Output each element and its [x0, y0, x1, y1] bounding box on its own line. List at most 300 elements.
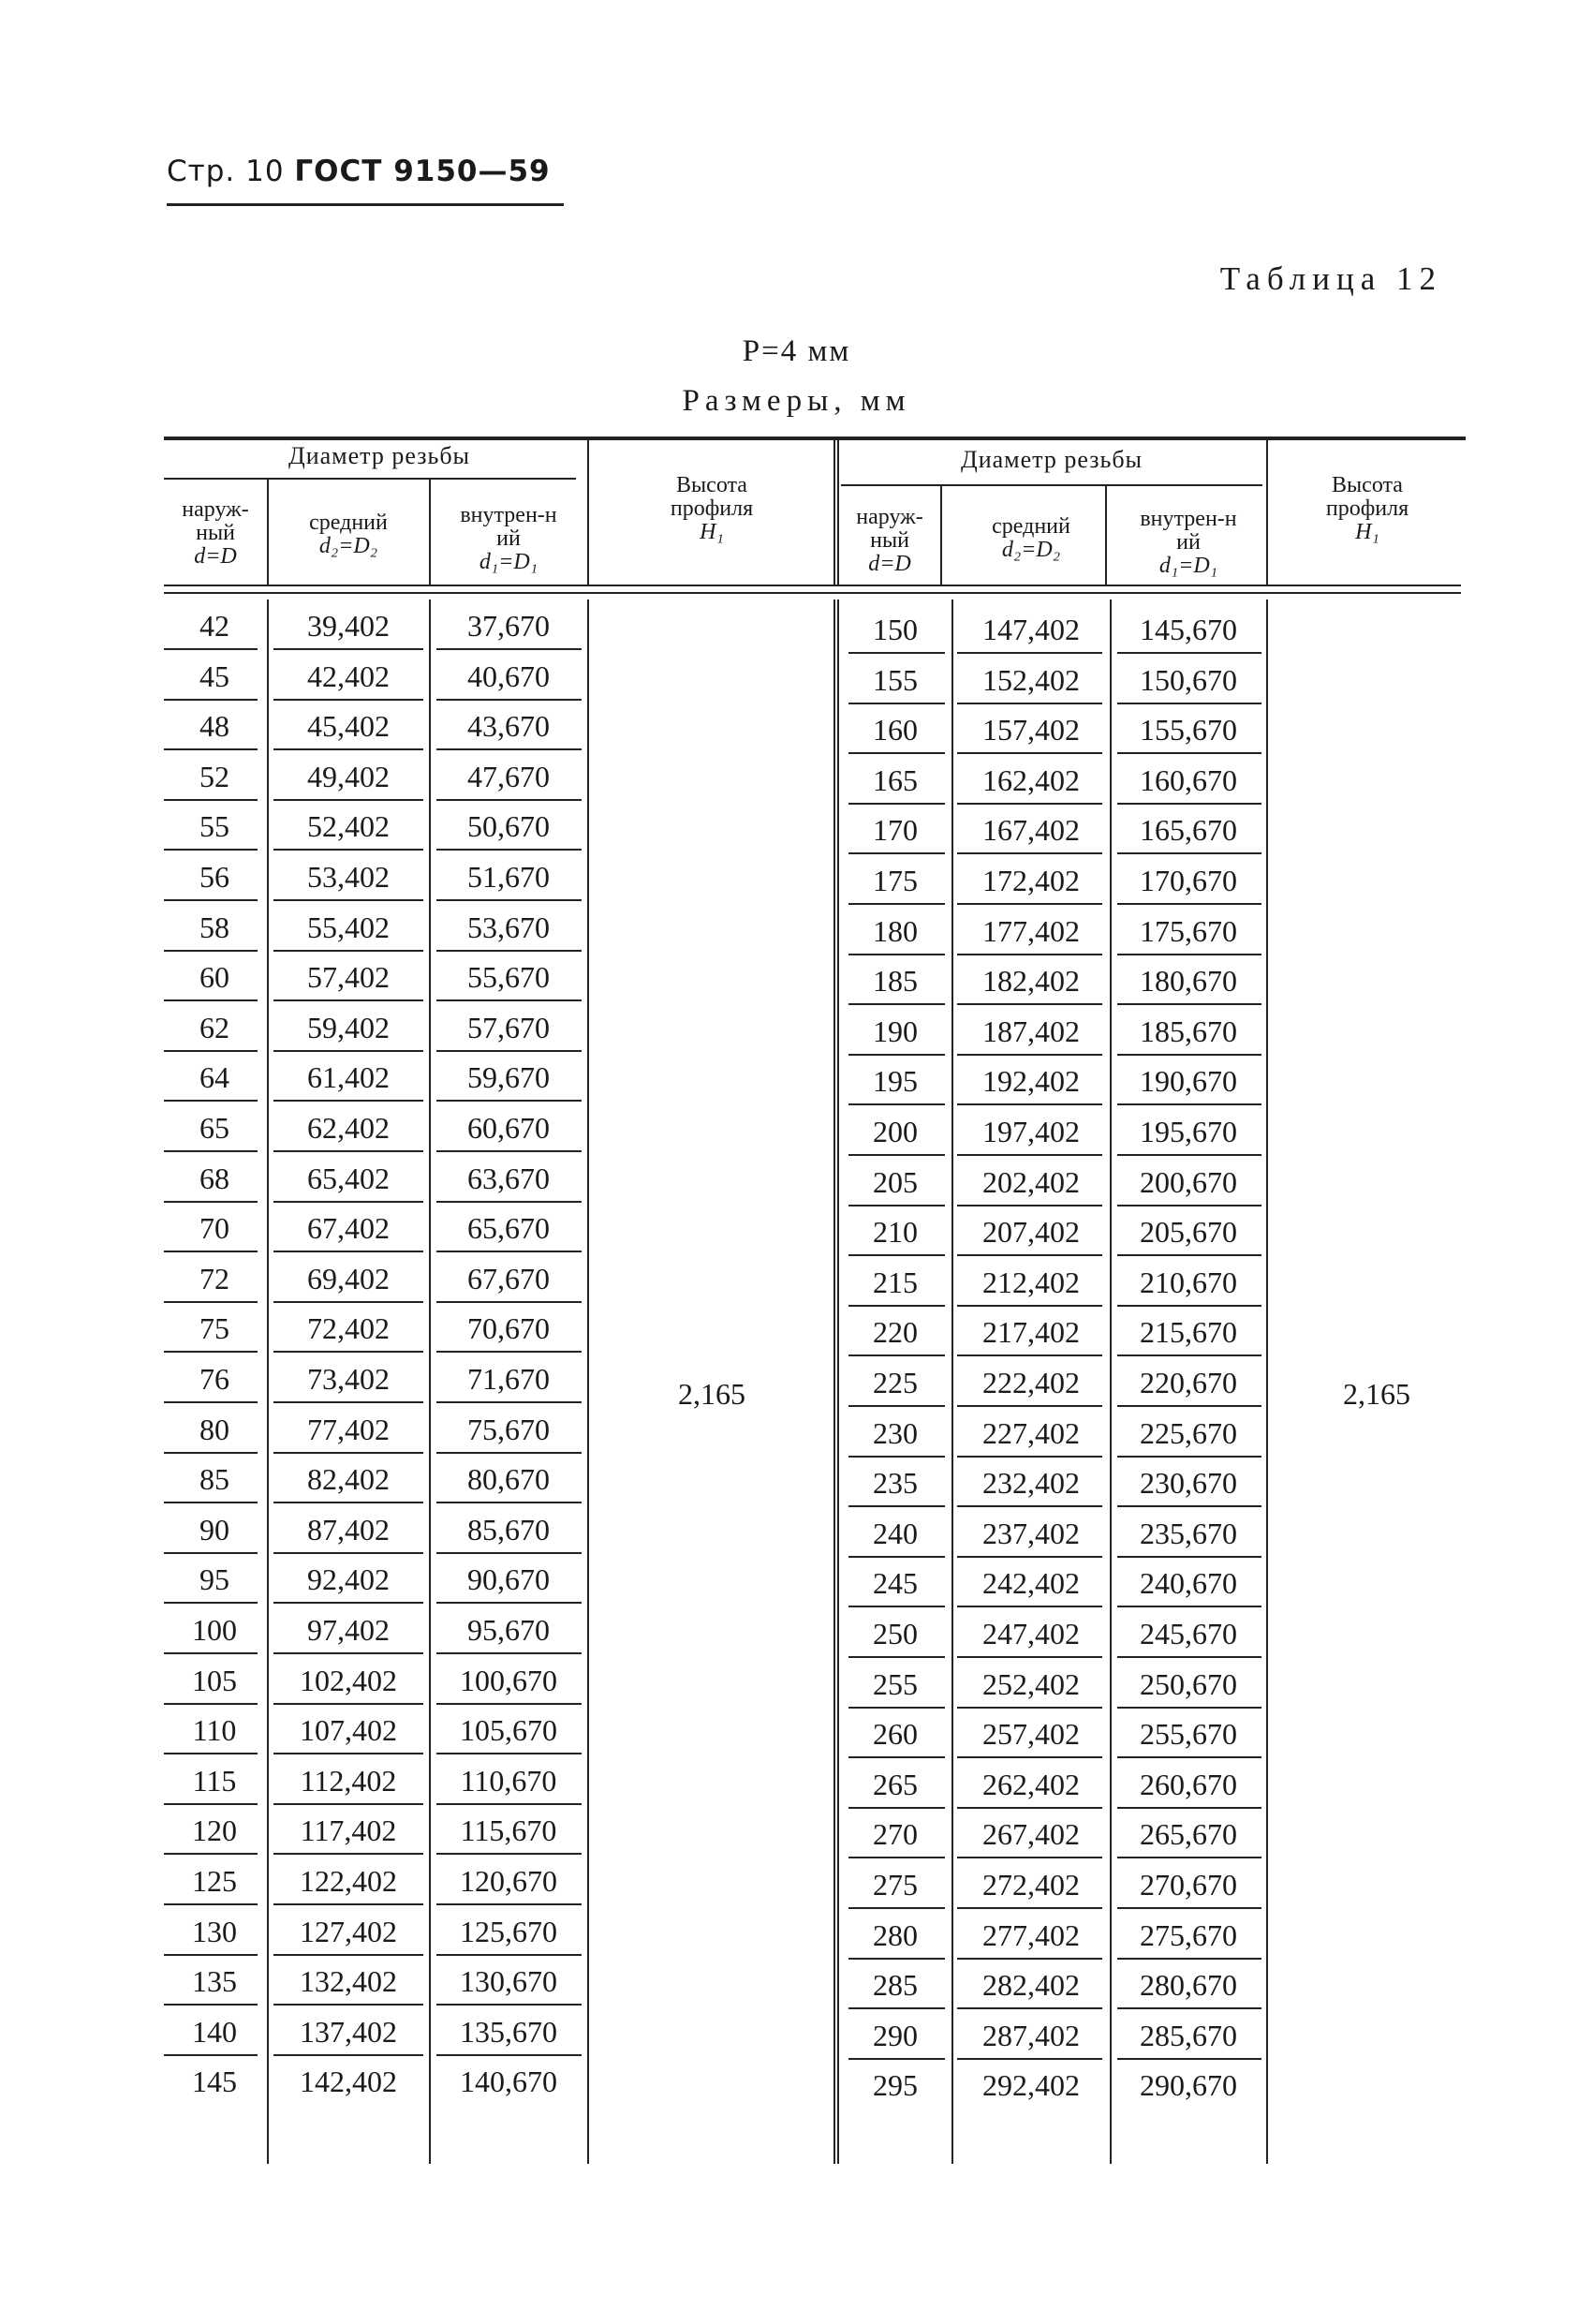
row-rule — [957, 1606, 1102, 1607]
row-rule — [848, 1556, 945, 1558]
row-rule — [957, 752, 1102, 754]
row-rule — [164, 2004, 258, 2006]
row-rule — [436, 1201, 582, 1203]
row-rule — [436, 899, 582, 901]
row-rule — [436, 1301, 582, 1303]
cell-middle-diameter: 107,402 — [300, 1713, 397, 1748]
cell-middle-diameter: 227,402 — [982, 1415, 1080, 1450]
cell-outer-diameter: 60 — [199, 960, 229, 995]
cell-inner-diameter: 125,670 — [460, 1914, 557, 1948]
cell-inner-diameter: 71,670 — [467, 1362, 550, 1396]
cell-middle-diameter: 52,402 — [307, 809, 390, 844]
row-rule — [436, 748, 582, 750]
row-rule — [164, 648, 258, 650]
cell-inner-diameter: 51,670 — [467, 860, 550, 894]
cell-outer-diameter: 110 — [192, 1713, 237, 1748]
row-rule — [957, 954, 1102, 955]
row-rule — [164, 999, 258, 1001]
cell-inner-diameter: 275,670 — [1140, 1917, 1237, 1952]
row-rule — [273, 849, 423, 851]
row-rule — [273, 1703, 423, 1705]
cell-inner-diameter: 90,670 — [467, 1562, 550, 1597]
row-rule — [436, 1502, 582, 1503]
row-rule — [436, 1753, 582, 1754]
row-rule — [848, 1907, 945, 1909]
cell-outer-diameter: 285 — [873, 1968, 918, 2003]
cell-outer-diameter: 58 — [199, 910, 229, 944]
page-number: Стр. 10 — [167, 155, 285, 188]
row-rule — [957, 703, 1102, 704]
cell-outer-diameter: 120 — [192, 1813, 237, 1848]
cell-middle-diameter: 292,402 — [982, 2068, 1080, 2103]
cell-outer-diameter: 76 — [199, 1362, 229, 1396]
cell-outer-diameter: 64 — [199, 1060, 229, 1095]
row-rule — [957, 1405, 1102, 1407]
row-rule — [436, 1452, 582, 1454]
row-rule — [164, 1251, 258, 1252]
cell-outer-diameter: 220 — [873, 1315, 918, 1350]
row-rule — [273, 1401, 423, 1403]
row-rule — [273, 699, 423, 701]
cell-middle-diameter: 242,402 — [982, 1566, 1080, 1601]
cell-middle-diameter: 53,402 — [307, 860, 390, 894]
cell-outer-diameter: 250 — [873, 1617, 918, 1650]
row-rule — [848, 1003, 945, 1005]
cell-outer-diameter: 48 — [199, 709, 229, 744]
row-rule — [848, 1606, 945, 1607]
cell-inner-diameter: 185,670 — [1140, 1014, 1237, 1048]
cell-outer-diameter: 62 — [199, 1010, 229, 1044]
cell-middle-diameter: 147,402 — [982, 613, 1080, 646]
cell-middle-diameter: 162,402 — [982, 762, 1080, 797]
cell-middle-diameter: 237,402 — [982, 1516, 1080, 1550]
row-rule — [273, 1954, 423, 1956]
row-rule — [164, 1150, 258, 1152]
cell-middle-diameter: 82,402 — [307, 1462, 390, 1497]
row-rule — [273, 1251, 423, 1252]
row-rule — [273, 1150, 423, 1152]
row-rule — [957, 1707, 1102, 1709]
col-outer-formula: d=D — [868, 552, 911, 576]
cell-inner-diameter: 47,670 — [467, 759, 550, 793]
cell-inner-diameter: 65,670 — [467, 1211, 550, 1246]
cell-outer-diameter: 95 — [199, 1562, 229, 1597]
cell-inner-diameter: 55,670 — [467, 960, 550, 995]
cell-middle-diameter: 112,402 — [300, 1763, 397, 1798]
row-rule — [1117, 2007, 1261, 2009]
row-rule — [848, 1456, 945, 1458]
row-rule — [1117, 752, 1261, 754]
cell-middle-diameter: 257,402 — [982, 1717, 1080, 1752]
cell-middle-diameter: 67,402 — [307, 1211, 390, 1246]
row-rule — [1117, 1556, 1261, 1558]
header-bottom-rule-2 — [164, 592, 1461, 594]
row-rule — [436, 1803, 582, 1805]
row-rule — [1117, 852, 1261, 854]
cell-inner-diameter: 200,670 — [1140, 1164, 1237, 1199]
row-rule — [848, 954, 945, 955]
row-rule — [1117, 652, 1261, 654]
cell-middle-diameter: 97,402 — [307, 1613, 390, 1647]
cell-middle-diameter: 57,402 — [307, 960, 390, 995]
cell-inner-diameter: 245,670 — [1140, 1617, 1237, 1650]
row-rule — [436, 849, 582, 851]
header-vline — [1266, 437, 1268, 585]
row-rule — [1117, 2058, 1261, 2060]
col-height-symbol: H₁ — [1355, 520, 1379, 544]
cell-outer-diameter: 160 — [873, 713, 918, 748]
row-rule — [436, 1903, 582, 1905]
row-rule — [436, 648, 582, 650]
row-rule — [848, 903, 945, 905]
cell-outer-diameter: 215 — [873, 1265, 918, 1299]
cell-middle-diameter: 42,402 — [307, 659, 390, 693]
col-height-header-left — [590, 474, 833, 544]
cell-middle-diameter: 59,402 — [307, 1010, 390, 1044]
cell-outer-diameter: 235 — [873, 1466, 918, 1501]
cell-outer-diameter: 225 — [873, 1366, 918, 1399]
cell-outer-diameter: 65 — [199, 1111, 229, 1145]
row-rule — [957, 1756, 1102, 1758]
row-rule — [164, 1201, 258, 1203]
cell-inner-diameter: 220,670 — [1140, 1366, 1237, 1399]
row-rule — [957, 1556, 1102, 1558]
row-rule — [957, 1254, 1102, 1256]
cell-middle-diameter: 61,402 — [307, 1060, 390, 1095]
row-rule — [273, 999, 423, 1001]
row-rule — [436, 1100, 582, 1102]
row-rule — [436, 1954, 582, 1956]
row-rule — [1117, 1756, 1261, 1758]
col-middle-formula: d₂=D₂ — [318, 534, 378, 558]
row-rule — [957, 803, 1102, 805]
cell-inner-diameter: 135,670 — [460, 2014, 557, 2049]
cell-middle-diameter: 49,402 — [307, 759, 390, 793]
cell-middle-diameter: 39,402 — [307, 609, 390, 643]
group-rule-right — [841, 484, 1262, 486]
row-rule — [164, 1803, 258, 1805]
cell-inner-diameter: 175,670 — [1140, 913, 1237, 948]
cell-outer-diameter: 245 — [873, 1566, 918, 1601]
cell-middle-diameter: 77,402 — [307, 1412, 390, 1446]
cell-outer-diameter: 75 — [199, 1311, 229, 1346]
cell-middle-diameter: 232,402 — [982, 1466, 1080, 1501]
row-rule — [1117, 1205, 1261, 1206]
cell-outer-diameter: 230 — [873, 1415, 918, 1450]
row-rule — [1117, 1907, 1261, 1909]
row-rule — [164, 1050, 258, 1052]
cell-inner-diameter: 160,670 — [1140, 762, 1237, 797]
cell-inner-diameter: 57,670 — [467, 1010, 550, 1044]
row-rule — [848, 1958, 945, 1960]
row-rule — [957, 1958, 1102, 1960]
row-rule — [1117, 954, 1261, 955]
row-rule — [273, 1753, 423, 1754]
row-rule — [273, 1452, 423, 1454]
row-rule — [164, 1552, 258, 1554]
cell-middle-diameter: 267,402 — [982, 1817, 1080, 1852]
cell-inner-diameter: 190,670 — [1140, 1064, 1237, 1099]
cell-inner-diameter: 59,670 — [467, 1060, 550, 1095]
cell-inner-diameter: 53,670 — [467, 910, 550, 944]
cell-middle-diameter: 217,402 — [982, 1315, 1080, 1350]
row-rule — [164, 1602, 258, 1604]
cell-inner-diameter: 80,670 — [467, 1462, 550, 1497]
cell-middle-diameter: 127,402 — [300, 1914, 397, 1948]
col-inner-label: внутрен-ний — [1140, 507, 1237, 555]
col-middle-label: средний — [309, 511, 388, 535]
row-rule — [957, 1807, 1102, 1809]
row-rule — [848, 1807, 945, 1809]
group-header-left: Диаметр резьбы — [288, 442, 471, 469]
cell-outer-diameter: 205 — [873, 1164, 918, 1199]
cell-inner-diameter: 130,670 — [460, 1964, 557, 1999]
cell-outer-diameter: 260 — [873, 1717, 918, 1752]
col-outer-header-right — [838, 506, 941, 576]
cell-outer-diameter: 56 — [199, 860, 229, 894]
cell-outer-diameter: 150 — [873, 613, 918, 646]
row-rule — [273, 1903, 423, 1905]
row-rule — [436, 950, 582, 952]
cell-outer-diameter: 170 — [873, 813, 918, 848]
row-rule — [164, 1903, 258, 1905]
cell-middle-diameter: 197,402 — [982, 1115, 1080, 1148]
cell-outer-diameter: 70 — [199, 1211, 229, 1246]
col-outer-label: наруж-ный — [182, 497, 249, 545]
cell-middle-diameter: 212,402 — [982, 1265, 1080, 1299]
row-rule — [436, 1853, 582, 1855]
cell-outer-diameter: 240 — [873, 1516, 918, 1550]
cell-inner-diameter: 285,670 — [1140, 2018, 1237, 2052]
row-rule — [273, 1502, 423, 1503]
row-rule — [1117, 1857, 1261, 1858]
row-rule — [848, 1054, 945, 1056]
cell-outer-diameter: 280 — [873, 1917, 918, 1952]
row-rule — [848, 1505, 945, 1507]
row-rule — [1117, 1505, 1261, 1507]
row-rule — [273, 2004, 423, 2006]
row-rule — [848, 1756, 945, 1758]
col-height-header-right — [1269, 474, 1466, 544]
row-rule — [848, 1154, 945, 1156]
cell-middle-diameter: 157,402 — [982, 713, 1080, 748]
row-rule — [848, 1103, 945, 1105]
row-rule — [1117, 903, 1261, 905]
row-rule — [957, 1456, 1102, 1458]
row-rule — [1117, 1354, 1261, 1356]
cell-middle-diameter: 202,402 — [982, 1164, 1080, 1199]
cell-inner-diameter: 290,670 — [1140, 2068, 1237, 2103]
row-rule — [164, 1401, 258, 1403]
row-rule — [1117, 1807, 1261, 1809]
row-rule — [164, 1853, 258, 1855]
row-rule — [273, 1100, 423, 1102]
cell-middle-diameter: 87,402 — [307, 1512, 390, 1547]
row-rule — [164, 1100, 258, 1102]
row-rule — [164, 1351, 258, 1353]
cell-inner-diameter: 195,670 — [1140, 1115, 1237, 1148]
cell-outer-diameter: 135 — [192, 1964, 237, 1999]
row-rule — [957, 1003, 1102, 1005]
row-rule — [1117, 1707, 1261, 1709]
col-outer-header-left — [164, 498, 267, 569]
cell-inner-diameter: 230,670 — [1140, 1466, 1237, 1501]
cell-inner-diameter: 60,670 — [467, 1111, 550, 1145]
cell-inner-diameter: 110,670 — [460, 1763, 557, 1798]
row-rule — [164, 1753, 258, 1754]
row-rule — [436, 2054, 582, 2056]
cell-inner-diameter: 70,670 — [467, 1311, 550, 1346]
col-inner-header-right — [1111, 508, 1266, 578]
cell-inner-diameter: 265,670 — [1140, 1817, 1237, 1852]
col-height-label: Высота профиля — [670, 473, 754, 521]
cell-outer-diameter: 68 — [199, 1161, 229, 1195]
row-rule — [1117, 1003, 1261, 1005]
row-rule — [164, 849, 258, 851]
cell-middle-diameter: 152,402 — [982, 662, 1080, 697]
col-height-label: Высота профиля — [1325, 473, 1409, 521]
cell-outer-diameter: 85 — [199, 1462, 229, 1497]
cell-inner-diameter: 75,670 — [467, 1412, 550, 1446]
col-outer-label: наруж-ный — [856, 505, 923, 553]
row-rule — [436, 999, 582, 1001]
col-middle-formula: d₂=D₂ — [1001, 538, 1061, 562]
row-rule — [848, 752, 945, 754]
cell-outer-diameter: 145 — [192, 2065, 237, 2099]
cell-inner-diameter: 260,670 — [1140, 1767, 1237, 1801]
cell-outer-diameter: 180 — [873, 913, 918, 948]
cell-outer-diameter: 140 — [192, 2014, 237, 2049]
cell-outer-diameter: 165 — [873, 762, 918, 797]
cell-inner-diameter: 215,670 — [1140, 1315, 1237, 1350]
cell-outer-diameter: 295 — [873, 2068, 918, 2103]
col-middle-label: средний — [992, 514, 1070, 539]
group-header-right: Диаметр резьбы — [960, 446, 1143, 473]
cell-inner-diameter: 43,670 — [467, 709, 550, 744]
cell-inner-diameter: 225,670 — [1140, 1415, 1237, 1450]
cell-middle-diameter: 207,402 — [982, 1215, 1080, 1250]
cell-inner-diameter: 270,670 — [1140, 1868, 1237, 1902]
cell-middle-diameter: 117,402 — [300, 1813, 397, 1848]
row-rule — [273, 1552, 423, 1554]
col-inner-header-left — [431, 504, 586, 574]
cell-inner-diameter: 250,670 — [1140, 1666, 1237, 1701]
col-inner-label: внутрен-ний — [460, 503, 557, 551]
row-rule — [436, 1652, 582, 1654]
row-rule — [436, 699, 582, 701]
cell-inner-diameter: 85,670 — [467, 1512, 550, 1547]
row-rule — [436, 1552, 582, 1554]
cell-inner-diameter: 255,670 — [1140, 1717, 1237, 1752]
cell-middle-diameter: 65,402 — [307, 1161, 390, 1195]
row-rule — [957, 1054, 1102, 1056]
cell-outer-diameter: 130 — [192, 1914, 237, 1948]
cell-inner-diameter: 115,670 — [460, 1813, 557, 1848]
cell-outer-diameter: 45 — [199, 659, 229, 693]
page-header — [167, 155, 551, 188]
header-rule — [167, 203, 564, 206]
standard-id: ГОСТ 9150—59 — [294, 155, 551, 188]
cell-inner-diameter: 165,670 — [1140, 813, 1237, 848]
cell-middle-diameter: 272,402 — [982, 1868, 1080, 1902]
cell-middle-diameter: 167,402 — [982, 813, 1080, 848]
cell-outer-diameter: 275 — [873, 1868, 918, 1902]
row-rule — [848, 652, 945, 654]
cell-outer-diameter: 195 — [873, 1064, 918, 1099]
cell-inner-diameter: 37,670 — [467, 609, 550, 643]
cell-inner-diameter: 240,670 — [1140, 1566, 1237, 1601]
row-rule — [273, 950, 423, 952]
cell-inner-diameter: 40,670 — [467, 659, 550, 693]
row-rule — [848, 1305, 945, 1307]
cell-inner-diameter: 155,670 — [1140, 713, 1237, 748]
row-rule — [273, 1803, 423, 1805]
row-rule — [957, 1354, 1102, 1356]
row-rule — [1117, 1958, 1261, 1960]
row-rule — [164, 748, 258, 750]
row-rule — [848, 852, 945, 854]
col-inner-formula: d₁=D₁ — [1158, 554, 1218, 578]
row-rule — [436, 1150, 582, 1152]
cell-inner-diameter: 170,670 — [1140, 864, 1237, 897]
row-rule — [164, 899, 258, 901]
row-rule — [164, 1652, 258, 1654]
cell-outer-diameter: 115 — [192, 1763, 237, 1798]
cell-middle-diameter: 142,402 — [300, 2065, 397, 2099]
cell-outer-diameter: 155 — [873, 662, 918, 697]
row-rule — [436, 1351, 582, 1353]
cell-outer-diameter: 175 — [873, 864, 918, 897]
cell-middle-diameter: 122,402 — [300, 1864, 397, 1898]
cell-middle-diameter: 62,402 — [307, 1111, 390, 1145]
cell-outer-diameter: 100 — [192, 1613, 237, 1647]
cell-outer-diameter: 42 — [199, 609, 229, 643]
row-rule — [1117, 1405, 1261, 1407]
cell-outer-diameter: 190 — [873, 1014, 918, 1048]
cell-inner-diameter: 180,670 — [1140, 964, 1237, 999]
col-inner-formula: d₁=D₁ — [479, 550, 538, 574]
row-rule — [1117, 1254, 1261, 1256]
row-rule — [164, 950, 258, 952]
row-rule — [848, 1354, 945, 1356]
cell-inner-diameter: 150,670 — [1140, 662, 1237, 697]
row-rule — [273, 1050, 423, 1052]
cell-outer-diameter: 255 — [873, 1666, 918, 1701]
row-rule — [273, 799, 423, 801]
body-vline — [833, 600, 839, 2164]
cell-inner-diameter: 205,670 — [1140, 1215, 1237, 1250]
row-rule — [273, 748, 423, 750]
cell-outer-diameter: 200 — [873, 1115, 918, 1148]
table-number: Таблица 12 — [1219, 260, 1442, 297]
cell-outer-diameter: 210 — [873, 1215, 918, 1250]
cell-outer-diameter: 105 — [192, 1663, 237, 1697]
row-rule — [957, 2058, 1102, 2060]
cell-inner-diameter: 100,670 — [460, 1663, 557, 1697]
row-rule — [164, 1301, 258, 1303]
row-rule — [436, 1401, 582, 1403]
row-rule — [436, 1703, 582, 1705]
row-rule — [273, 1301, 423, 1303]
header-vline — [587, 437, 589, 585]
row-rule — [164, 1502, 258, 1503]
row-rule — [273, 1652, 423, 1654]
cell-outer-diameter: 72 — [199, 1261, 229, 1295]
cell-inner-diameter: 145,670 — [1140, 613, 1237, 646]
row-rule — [957, 1205, 1102, 1206]
row-rule — [957, 652, 1102, 654]
cell-middle-diameter: 252,402 — [982, 1666, 1080, 1701]
